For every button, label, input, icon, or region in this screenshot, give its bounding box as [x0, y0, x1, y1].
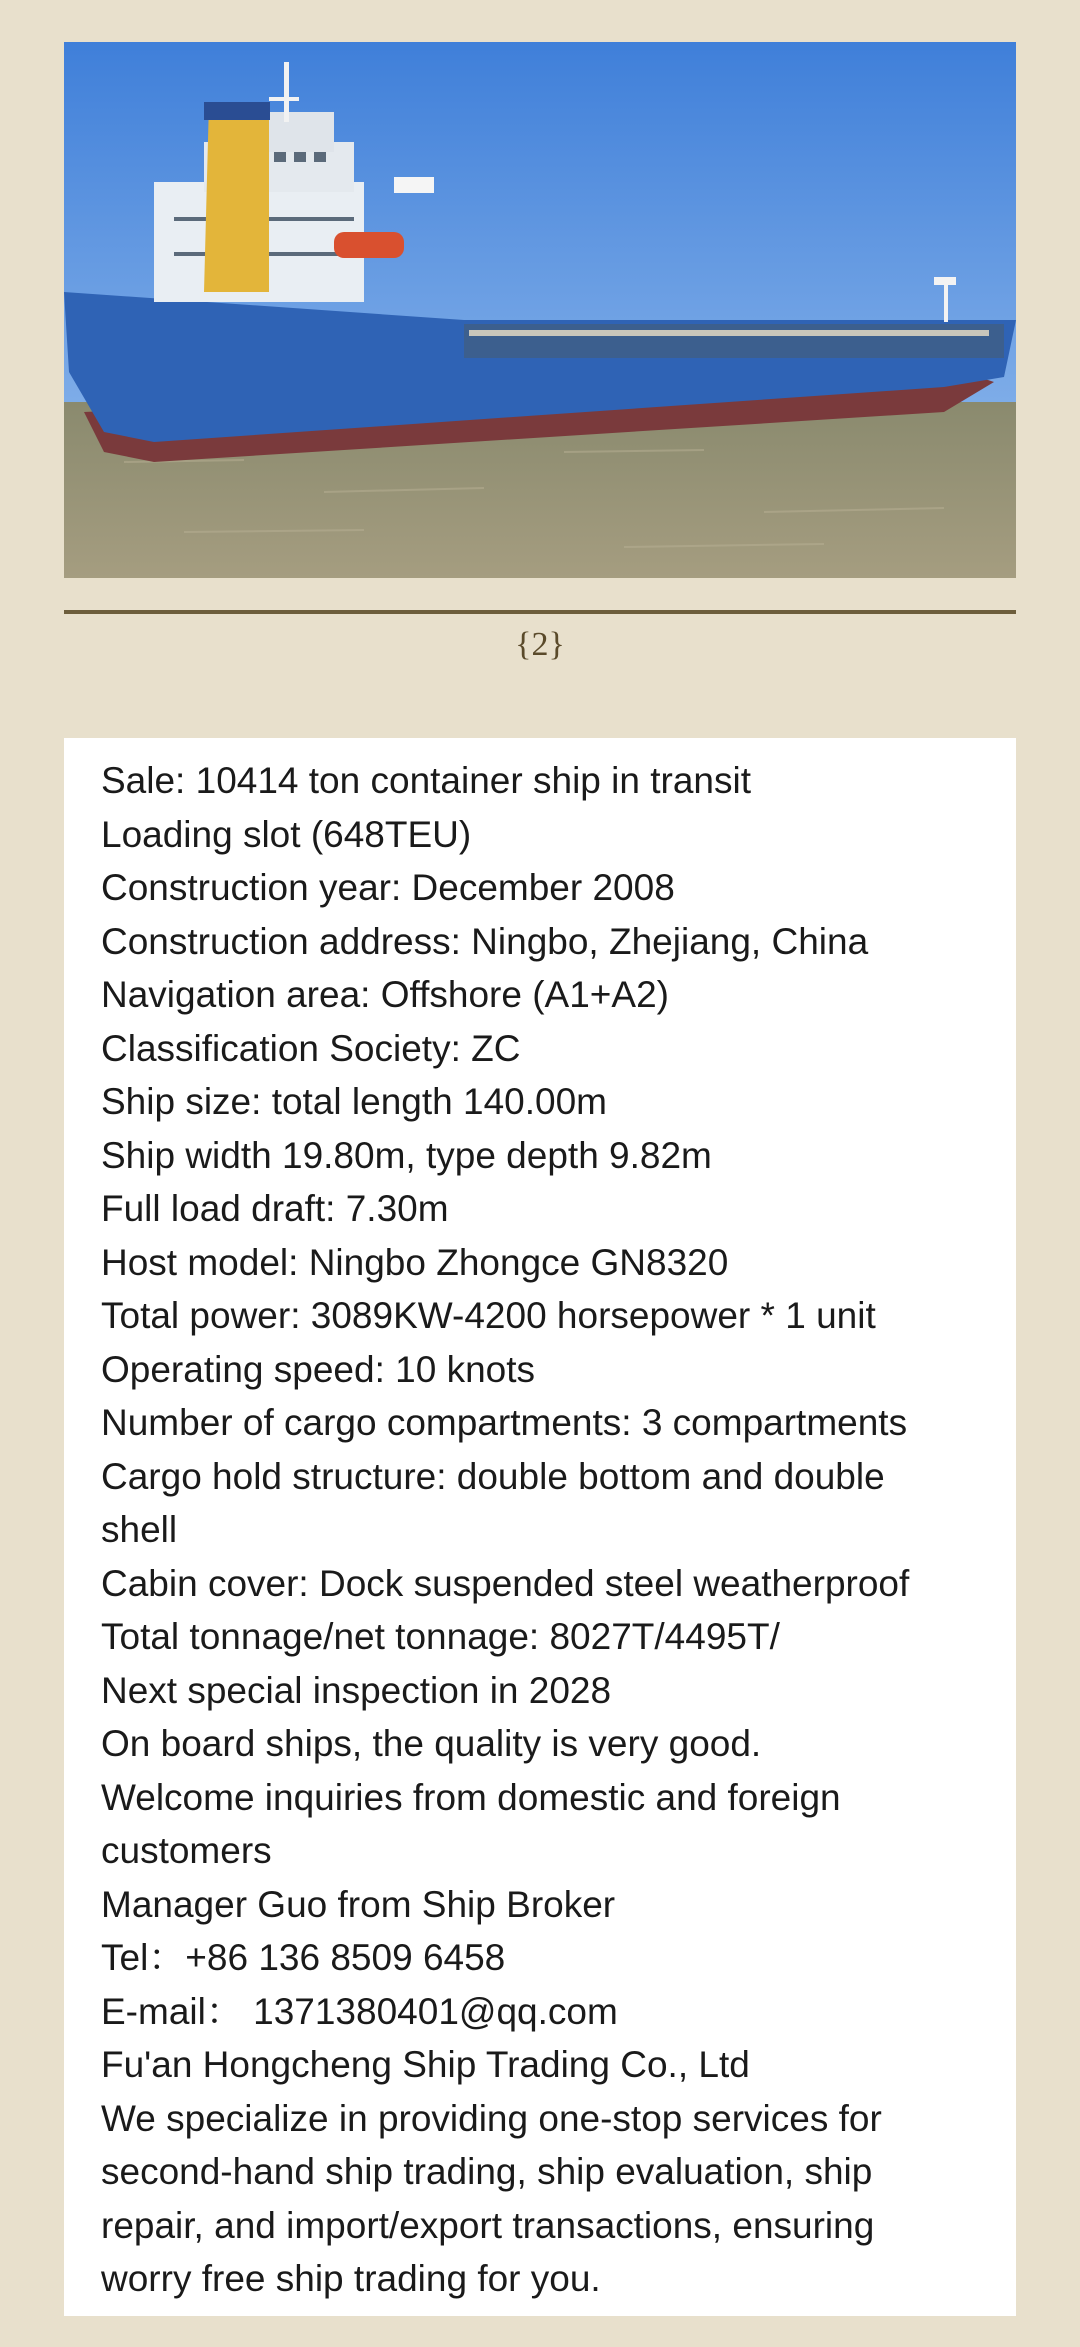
contact-email: E-mail： 1371380401@qq.com [101, 1990, 618, 2032]
listing-line: Cargo hold structure: double bottom and double [101, 1455, 885, 1497]
listing-line: Full load draft: 7.30m [101, 1188, 449, 1229]
listing-line: Host model: Ningbo Zhongce GN8320 [101, 1241, 729, 1283]
listing-line: Total power: 3089KW-4200 horsepower * 1 unit [101, 1295, 876, 1336]
listing-line: Loading slot (648TEU) [101, 813, 472, 855]
listing-line: Construction address: Ningbo, Zhejiang, China [101, 920, 869, 962]
listing-line: Number of cargo compartments: 3 compartments [101, 1402, 908, 1443]
section-divider [64, 610, 1016, 614]
listing-text [101, 754, 986, 2306]
listing-line: On board ships, the quality is very good. [101, 1723, 762, 1764]
listing-line: second-hand ship trading, ship evaluation, ship [101, 2151, 873, 2192]
listing-line: Construction year: December 2008 [101, 867, 675, 908]
listing-line: Classification Society: ZC [101, 1027, 521, 1069]
listing-line: worry free ship trading for you. [101, 2258, 601, 2299]
ship-photo [64, 42, 1016, 578]
listing-line: Ship size: total length 140.00m [101, 1081, 607, 1122]
listing-line: shell [101, 1509, 178, 1550]
listing-line: We specialize in providing one-stop services for [101, 2097, 882, 2139]
listing-line: Next special inspection in 2028 [101, 1669, 612, 1711]
listing-line: Manager Guo from Ship Broker [101, 1883, 616, 1925]
listing-line: Sale: 10414 ton container ship in transit [101, 760, 751, 801]
listing-line: Welcome inquiries from domestic and foreign [101, 1776, 841, 1818]
listing-line: Total tonnage/net tonnage: 8027T/4495T/ [101, 1616, 780, 1657]
page-marker: {2} [515, 626, 565, 663]
listing-line: customers [101, 1830, 272, 1871]
company-name: Fu'an Hongcheng Ship Trading Co., Ltd [101, 2044, 750, 2085]
listing-line: repair, and import/export transactions, ensuring [101, 2204, 875, 2246]
contact-phone: Tel：+86 136 8509 6458 [101, 1937, 506, 1978]
listing-card [64, 738, 1016, 2316]
listing-line: Ship width 19.80m, type depth 9.82m [101, 1134, 712, 1176]
listing-line: Navigation area: Offshore (A1+A2) [101, 974, 669, 1015]
listing-line: Operating speed: 10 knots [101, 1348, 536, 1390]
listing-line: Cabin cover: Dock suspended steel weatherproof [101, 1562, 910, 1604]
